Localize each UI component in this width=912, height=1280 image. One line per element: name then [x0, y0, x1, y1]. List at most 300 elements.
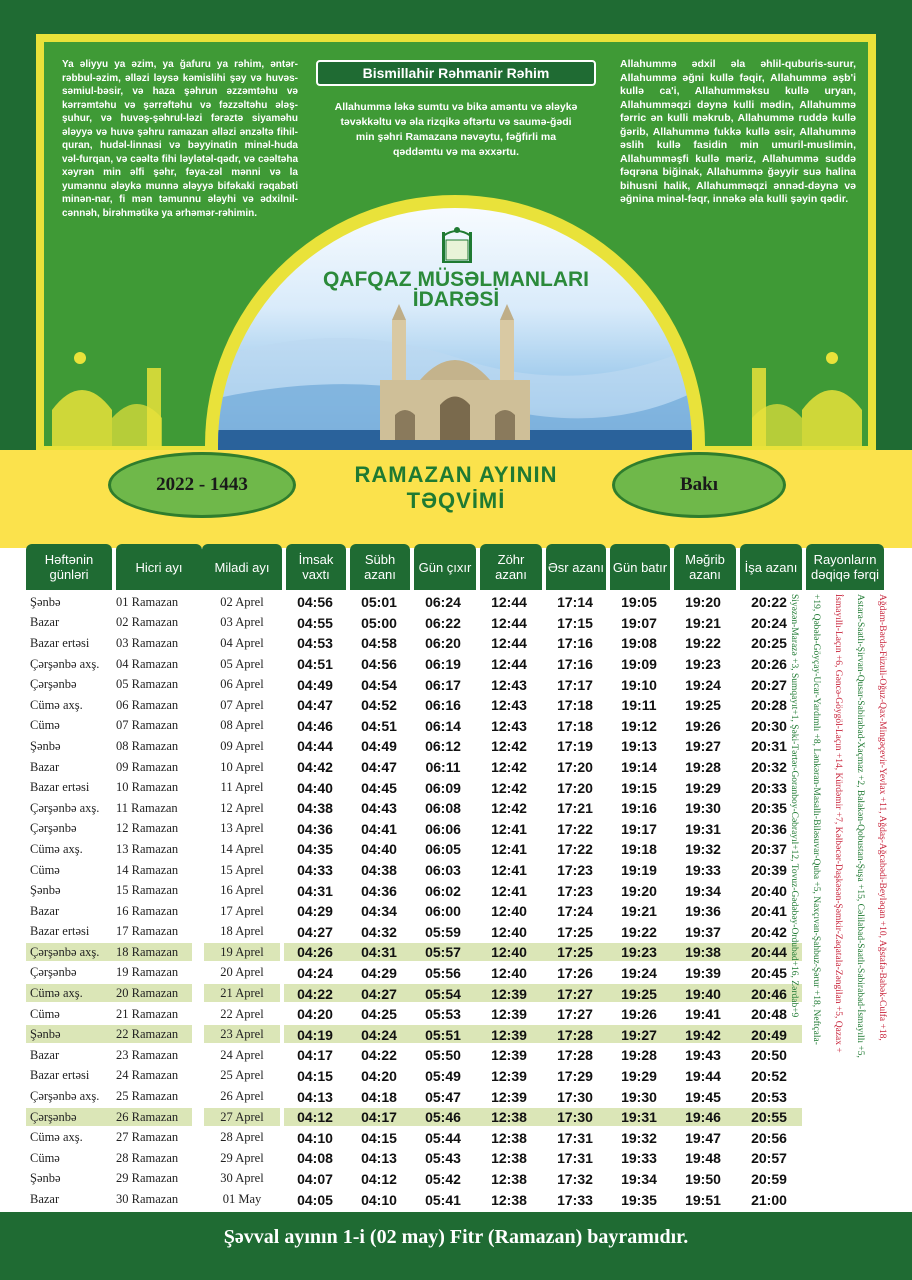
row-zohr: 12:42 — [491, 779, 527, 796]
row-hijri-date: 21 Ramazan — [116, 1006, 179, 1021]
row-gregorian-date: 27 Aprel — [220, 1109, 264, 1124]
row-weekday: Çərşənbə — [30, 965, 77, 980]
row-sunset: 19:29 — [621, 1067, 657, 1084]
row-imsak: 04:20 — [297, 1006, 333, 1023]
row-weekday: Çərşənbə — [30, 821, 77, 836]
row-hijri-date: 05 Ramazan — [116, 677, 179, 692]
row-sunset: 19:34 — [621, 1170, 657, 1187]
row-zohr: 12:39 — [491, 1067, 527, 1084]
row-hijri-date: 23 Ramazan — [116, 1047, 179, 1062]
row-asr: 17:28 — [557, 1047, 593, 1064]
row-weekday: Bazar ertəsi — [30, 780, 90, 795]
row-subh: 04:51 — [361, 717, 397, 734]
row-zohr: 12:40 — [491, 923, 527, 940]
row-sunrise: 06:24 — [425, 594, 461, 611]
row-sunset: 19:20 — [621, 882, 657, 899]
table-row — [26, 613, 884, 634]
header-region-diff: Rayonların dəqiqə fərqi — [806, 544, 884, 590]
row-subh: 04:36 — [361, 882, 397, 899]
row-sunrise: 06:00 — [425, 903, 461, 920]
row-asr: 17:21 — [557, 800, 593, 817]
row-gregorian-date: 15 Aprel — [220, 862, 264, 877]
row-sunrise: 06:03 — [425, 862, 461, 879]
row-hijri-date: 02 Ramazan — [116, 615, 179, 630]
row-asr: 17:28 — [557, 1026, 593, 1043]
row-zohr: 12:43 — [491, 676, 527, 693]
row-isha: 20:46 — [751, 985, 787, 1002]
row-weekday: Cümə axş. — [30, 841, 83, 856]
row-isha: 20:48 — [751, 1006, 787, 1023]
footer-text: Şəvval ayının 1-i (02 may) Fitr (Ramazan) bayramıdır. — [223, 1226, 689, 1248]
row-maghrib: 19:32 — [685, 841, 721, 858]
table-header — [26, 544, 884, 590]
row-sunrise: 05:56 — [425, 964, 461, 981]
row-weekday: Cümə axş. — [30, 697, 83, 712]
row-isha: 20:31 — [751, 738, 787, 755]
table-row — [26, 1148, 884, 1169]
row-sunset: 19:10 — [621, 676, 657, 693]
row-sunrise: 05:41 — [425, 1191, 461, 1208]
row-maghrib: 19:31 — [685, 820, 721, 837]
row-zohr: 12:44 — [491, 656, 527, 673]
table-row — [26, 1189, 884, 1210]
row-weekday: Cümə — [30, 718, 60, 733]
row-isha: 20:44 — [751, 944, 787, 961]
row-imsak: 04:35 — [297, 841, 333, 858]
row-weekday: Çərşənbə axş. — [30, 656, 100, 671]
row-isha: 20:26 — [751, 656, 787, 673]
row-hijri-date: 17 Ramazan — [116, 924, 179, 939]
row-sunrise: 06:02 — [425, 882, 461, 899]
row-isha: 20:36 — [751, 820, 787, 837]
row-gregorian-date: 28 Aprel — [220, 1130, 264, 1145]
row-gregorian-date: 10 Aprel — [220, 759, 264, 774]
row-sunset: 19:32 — [621, 1129, 657, 1146]
row-maghrib: 19:40 — [685, 985, 721, 1002]
row-isha: 20:50 — [751, 1047, 787, 1064]
row-sunrise: 06:06 — [425, 820, 461, 837]
table-row — [26, 1086, 884, 1107]
row-weekday: Bazar ertəsi — [30, 924, 90, 939]
row-imsak: 04:33 — [297, 862, 333, 879]
row-isha: 20:30 — [751, 717, 787, 734]
row-isha: 20:55 — [751, 1109, 787, 1126]
row-asr: 17:29 — [557, 1067, 593, 1084]
row-zohr: 12:43 — [491, 697, 527, 714]
region-text-col-4: +19, Qəbələ-Göyçay-Ucar-Yardımlı +8, Lənkəran-Masallı-Biləsuvar-Quba +5, Naxçıvan-Şahbuz-Şərur +18, Neftçala- — [811, 594, 821, 1045]
row-imsak: 04:17 — [297, 1047, 333, 1064]
row-maghrib: 19:21 — [685, 614, 721, 631]
row-zohr: 12:41 — [491, 841, 527, 858]
row-asr: 17:25 — [557, 944, 593, 961]
row-isha: 20:33 — [751, 779, 787, 796]
row-hijri-date: 16 Ramazan — [116, 903, 179, 918]
row-hijri-date: 29 Ramazan — [116, 1171, 179, 1186]
table-row — [26, 839, 884, 860]
row-isha: 20:35 — [751, 800, 787, 817]
row-hijri-date: 18 Ramazan — [116, 944, 179, 959]
row-maghrib: 19:22 — [685, 635, 721, 652]
row-isha: 20:42 — [751, 923, 787, 940]
row-gregorian-date: 25 Aprel — [220, 1068, 264, 1083]
row-sunrise: 05:46 — [425, 1109, 461, 1126]
row-imsak: 04:27 — [297, 923, 333, 940]
table-row — [26, 1169, 884, 1190]
row-sunset: 19:13 — [621, 738, 657, 755]
row-zohr: 12:44 — [491, 614, 527, 631]
row-weekday: Çərşənbə axş. — [30, 1089, 100, 1104]
row-imsak: 04:15 — [297, 1067, 333, 1084]
row-sunset: 19:12 — [621, 717, 657, 734]
row-sunset: 19:25 — [621, 985, 657, 1002]
region-text-col-5: Siyəzən-Marazə +3, Sumqayıt+1, Şəki-Tərtər-Goranboy-Cəbrayıl+12, Tovuz-Gədəbəy-Ordubad+16, Zərdab+9 — [789, 594, 799, 1018]
row-gregorian-date: 22 Aprel — [220, 1006, 264, 1021]
table-row — [26, 633, 884, 654]
row-imsak: 04:47 — [297, 697, 333, 714]
row-sunrise: 06:08 — [425, 800, 461, 817]
row-weekday: Çərşənbə axş. — [30, 944, 100, 959]
mosque-illustration — [350, 300, 560, 450]
title-line-1: RAMAZAN AYININ — [354, 462, 558, 487]
row-imsak: 04:08 — [297, 1150, 333, 1167]
row-subh: 04:24 — [361, 1026, 397, 1043]
organization-logo-icon — [440, 222, 474, 264]
row-imsak: 04:07 — [297, 1170, 333, 1187]
table-row — [26, 880, 884, 901]
header-asr: Əsr azanı — [546, 544, 606, 590]
row-zohr: 12:38 — [491, 1150, 527, 1167]
bismillah-label: Bismillahir Rəhmanir Rəhim — [316, 60, 596, 86]
table-row — [26, 736, 884, 757]
row-subh: 04:34 — [361, 903, 397, 920]
row-asr: 17:26 — [557, 964, 593, 981]
row-isha: 20:27 — [751, 676, 787, 693]
row-sunrise: 06:16 — [425, 697, 461, 714]
row-zohr: 12:38 — [491, 1129, 527, 1146]
row-gregorian-date: 23 Aprel — [220, 1027, 264, 1042]
row-zohr: 12:38 — [491, 1109, 527, 1126]
row-sunrise: 06:20 — [425, 635, 461, 652]
row-imsak: 04:36 — [297, 820, 333, 837]
row-hijri-date: 09 Ramazan — [116, 759, 179, 774]
table-row — [26, 1066, 884, 1087]
row-gregorian-date: 03 Aprel — [220, 615, 264, 630]
row-hijri-date: 15 Ramazan — [116, 883, 179, 898]
row-zohr: 12:41 — [491, 882, 527, 899]
table-row — [26, 819, 884, 840]
row-sunrise: 05:44 — [425, 1129, 461, 1146]
header-maghrib: Məğrib azanı — [674, 544, 736, 590]
row-asr: 17:23 — [557, 882, 593, 899]
row-isha: 20:22 — [751, 594, 787, 611]
table-row — [26, 757, 884, 778]
title-line-2: TƏQVİMİ — [406, 488, 506, 513]
row-isha: 20:40 — [751, 882, 787, 899]
row-subh: 04:41 — [361, 820, 397, 837]
row-gregorian-date: 21 Aprel — [220, 986, 264, 1001]
table-row — [26, 942, 884, 963]
row-sunrise: 06:22 — [425, 614, 461, 631]
row-isha: 20:24 — [751, 614, 787, 631]
row-zohr: 12:38 — [491, 1170, 527, 1187]
table-row — [26, 654, 884, 675]
row-sunrise: 05:51 — [425, 1026, 461, 1043]
row-subh: 04:49 — [361, 738, 397, 755]
row-sunset: 19:30 — [621, 1088, 657, 1105]
row-gregorian-date: 26 Aprel — [220, 1089, 264, 1104]
row-zohr: 12:42 — [491, 800, 527, 817]
row-asr: 17:25 — [557, 923, 593, 940]
row-asr: 17:30 — [557, 1109, 593, 1126]
row-zohr: 12:39 — [491, 985, 527, 1002]
row-subh: 04:45 — [361, 779, 397, 796]
row-gregorian-date: 20 Aprel — [220, 965, 264, 980]
table-row — [26, 695, 884, 716]
row-weekday: Şənbə — [30, 1171, 61, 1186]
row-subh: 04:43 — [361, 800, 397, 817]
row-maghrib: 19:33 — [685, 862, 721, 879]
row-hijri-date: 22 Ramazan — [116, 1027, 179, 1042]
table-row — [26, 592, 884, 613]
row-sunset: 19:31 — [621, 1109, 657, 1126]
row-sunrise: 05:54 — [425, 985, 461, 1002]
year-oval: 2022 - 1443 — [108, 452, 296, 518]
row-asr: 17:18 — [557, 697, 593, 714]
row-subh: 04:31 — [361, 944, 397, 961]
row-asr: 17:22 — [557, 820, 593, 837]
row-maghrib: 19:34 — [685, 882, 721, 899]
row-sunrise: 05:53 — [425, 1006, 461, 1023]
table-row — [26, 716, 884, 737]
row-maghrib: 19:24 — [685, 676, 721, 693]
row-maghrib: 19:37 — [685, 923, 721, 940]
region-differences — [780, 594, 890, 1206]
row-imsak: 04:44 — [297, 738, 333, 755]
row-weekday: Bazar ertəsi — [30, 635, 90, 650]
row-hijri-date: 19 Ramazan — [116, 965, 179, 980]
row-imsak: 04:49 — [297, 676, 333, 693]
prayer-right-text: Allahummə ədxil əla əhlil-quburis-surur, Allahummə əğni kullə fəqir, Allahummə əşb'i kullə ca'i, Allahumməksu kullə uryan, Allahumməqzi dəynə kulli mədin, Allahummə fərric ən kulli məkrub, Allahummə ruddə kullə ğərib, Allahummə fukkə kullə əsir, Allahummə əslih kullə fasidin min umuril-muslimin, Allahumməşfi kullə məriz, Allahummə suddə fəqrəna biğinak, Allahummə ğəyyir suə halina bihusni halik, Allahumməqzi ənnəd-dəynə və əğnina minəl-fəqr, innəkə əla kulli şəyin qədir. — [620, 58, 856, 205]
row-asr: 17:14 — [557, 594, 593, 611]
row-zohr: 12:44 — [491, 594, 527, 611]
row-maghrib: 19:39 — [685, 964, 721, 981]
row-sunset: 19:24 — [621, 964, 657, 981]
row-subh: 04:52 — [361, 697, 397, 714]
row-sunrise: 06:14 — [425, 717, 461, 734]
row-sunrise: 05:47 — [425, 1088, 461, 1105]
row-subh: 04:56 — [361, 656, 397, 673]
row-weekday: Çərşənbə — [30, 1109, 77, 1124]
row-hijri-date: 20 Ramazan — [116, 986, 179, 1001]
row-weekday: Şənbə — [30, 1027, 61, 1042]
row-subh: 04:25 — [361, 1006, 397, 1023]
row-gregorian-date: 01 May — [222, 1192, 262, 1207]
row-maghrib: 19:38 — [685, 944, 721, 961]
row-gregorian-date: 05 Aprel — [220, 656, 264, 671]
row-subh: 04:20 — [361, 1067, 397, 1084]
row-maghrib: 19:25 — [685, 697, 721, 714]
row-isha: 20:49 — [751, 1026, 787, 1043]
row-sunrise: 06:17 — [425, 676, 461, 693]
row-subh: 04:54 — [361, 676, 397, 693]
row-gregorian-date: 19 Aprel — [220, 944, 264, 959]
header-gregorian: Miladi ayı — [202, 544, 282, 590]
row-asr: 17:31 — [557, 1129, 593, 1146]
row-subh: 04:15 — [361, 1129, 397, 1146]
row-imsak: 04:38 — [297, 800, 333, 817]
row-imsak: 04:22 — [297, 985, 333, 1002]
row-isha: 20:57 — [751, 1150, 787, 1167]
row-isha: 20:45 — [751, 964, 787, 981]
row-subh: 05:00 — [361, 614, 397, 631]
row-isha: 20:37 — [751, 841, 787, 858]
row-zohr: 12:40 — [491, 964, 527, 981]
row-imsak: 04:12 — [297, 1109, 333, 1126]
row-weekday: Şənbə — [30, 738, 61, 753]
row-maghrib: 19:42 — [685, 1026, 721, 1043]
row-hijri-date: 11 Ramazan — [116, 800, 178, 815]
city-oval: Bakı — [612, 452, 786, 518]
row-sunset: 19:17 — [621, 820, 657, 837]
row-hijri-date: 07 Ramazan — [116, 718, 179, 733]
row-maghrib: 19:43 — [685, 1047, 721, 1064]
row-hijri-date: 30 Ramazan — [116, 1192, 179, 1207]
row-maghrib: 19:26 — [685, 717, 721, 734]
row-maghrib: 19:27 — [685, 738, 721, 755]
row-sunrise: 06:05 — [425, 841, 461, 858]
region-text-col-3: İsmayıllı-Laçın +6, Gəncə-Göygöl-Laçın +14, Kürdəmir +7, Kəlbəcər-Daşkəsən-Şəmkir-Zaqatala-Zəngilan +5, Qazax + — [833, 594, 843, 1053]
row-zohr: 12:42 — [491, 738, 527, 755]
row-isha: 20:32 — [751, 759, 787, 776]
row-asr: 17:22 — [557, 841, 593, 858]
row-sunset: 19:05 — [621, 594, 657, 611]
dome-silhouette-left — [52, 340, 202, 450]
row-maghrib: 19:29 — [685, 779, 721, 796]
row-isha: 20:52 — [751, 1067, 787, 1084]
row-gregorian-date: 24 Aprel — [220, 1047, 264, 1062]
organization-name: QAFQAZ MÜSƏLMANLARI İDARƏSİ — [322, 268, 590, 311]
row-imsak: 04:46 — [297, 717, 333, 734]
row-subh: 04:29 — [361, 964, 397, 981]
row-zohr: 12:39 — [491, 1088, 527, 1105]
row-asr: 17:27 — [557, 985, 593, 1002]
row-imsak: 04:56 — [297, 594, 333, 611]
row-weekday: Bazar — [30, 1192, 60, 1207]
row-hijri-date: 10 Ramazan — [116, 780, 179, 795]
row-hijri-date: 12 Ramazan — [116, 821, 179, 836]
row-sunset: 19:21 — [621, 903, 657, 920]
header-hijri: Hicri ayı — [116, 544, 202, 590]
table-row — [26, 922, 884, 943]
row-zohr: 12:41 — [491, 820, 527, 837]
row-subh: 04:38 — [361, 862, 397, 879]
row-sunrise: 06:19 — [425, 656, 461, 673]
row-zohr: 12:43 — [491, 717, 527, 734]
row-sunrise: 05:43 — [425, 1150, 461, 1167]
row-subh: 04:22 — [361, 1047, 397, 1064]
row-subh: 04:32 — [361, 923, 397, 940]
row-zohr: 12:42 — [491, 759, 527, 776]
row-hijri-date: 24 Ramazan — [116, 1068, 179, 1083]
row-zohr: 12:38 — [491, 1191, 527, 1208]
row-subh: 04:10 — [361, 1191, 397, 1208]
table-body — [26, 592, 884, 1210]
table-row — [26, 1107, 884, 1128]
row-asr: 17:20 — [557, 759, 593, 776]
row-weekday: Bazar — [30, 1047, 60, 1062]
row-gregorian-date: 08 Aprel — [220, 718, 264, 733]
row-isha: 21:00 — [751, 1191, 787, 1208]
header-isha: İşa azanı — [740, 544, 802, 590]
table-row — [26, 777, 884, 798]
row-isha: 20:53 — [751, 1088, 787, 1105]
row-asr: 17:18 — [557, 717, 593, 734]
row-weekday: Bazar — [30, 759, 60, 774]
row-maghrib: 19:50 — [685, 1170, 721, 1187]
row-maghrib: 19:51 — [685, 1191, 721, 1208]
table-row — [26, 1045, 884, 1066]
row-maghrib: 19:20 — [685, 594, 721, 611]
row-asr: 17:17 — [557, 676, 593, 693]
row-subh: 04:47 — [361, 759, 397, 776]
row-asr: 17:16 — [557, 656, 593, 673]
row-sunset: 19:14 — [621, 759, 657, 776]
header-imsak: İmsak vaxtı — [286, 544, 346, 590]
row-asr: 17:32 — [557, 1170, 593, 1187]
row-subh: 04:18 — [361, 1088, 397, 1105]
row-subh: 04:27 — [361, 985, 397, 1002]
row-maghrib: 19:44 — [685, 1067, 721, 1084]
row-hijri-date: 04 Ramazan — [116, 656, 179, 671]
table-row — [26, 674, 884, 695]
row-weekday: Cümə axş. — [30, 1130, 83, 1145]
row-hijri-date: 25 Ramazan — [116, 1089, 179, 1104]
table-row — [26, 983, 884, 1004]
row-maghrib: 19:30 — [685, 800, 721, 817]
row-hijri-date: 01 Ramazan — [116, 594, 179, 609]
prayer-center-text: Allahummə ləkə sumtu və bikə aməntu və ələykə təvəkkəltu və əla rizqikə əftərtu və saumə-ğədi min şəhri Ramazanə nəvəytu, fəğfirli ma qəddəmtu və ma əxxərtu. — [334, 101, 578, 158]
row-sunset: 19:26 — [621, 1006, 657, 1023]
row-imsak: 04:24 — [297, 964, 333, 981]
row-imsak: 04:10 — [297, 1129, 333, 1146]
row-hijri-date: 08 Ramazan — [116, 738, 179, 753]
row-imsak: 04:55 — [297, 614, 333, 631]
row-subh: 04:12 — [361, 1170, 397, 1187]
row-isha: 20:41 — [751, 903, 787, 920]
row-gregorian-date: 11 Aprel — [220, 780, 264, 795]
row-asr: 17:24 — [557, 903, 593, 920]
row-subh: 04:13 — [361, 1150, 397, 1167]
row-gregorian-date: 17 Aprel — [220, 903, 264, 918]
row-maghrib: 19:46 — [685, 1109, 721, 1126]
row-hijri-date: 03 Ramazan — [116, 635, 179, 650]
table-row — [26, 798, 884, 819]
row-maghrib: 19:36 — [685, 903, 721, 920]
header-weekday: Həftənin günləri — [26, 544, 112, 590]
row-sunset: 19:28 — [621, 1047, 657, 1064]
row-asr: 17:20 — [557, 779, 593, 796]
row-sunset: 19:18 — [621, 841, 657, 858]
row-gregorian-date: 04 Aprel — [220, 635, 264, 650]
table-row — [26, 1024, 884, 1045]
row-asr: 17:31 — [557, 1150, 593, 1167]
row-imsak: 04:53 — [297, 635, 333, 652]
row-imsak: 04:31 — [297, 882, 333, 899]
row-imsak: 04:40 — [297, 779, 333, 796]
row-weekday: Bazar — [30, 903, 60, 918]
row-gregorian-date: 16 Aprel — [220, 883, 264, 898]
row-asr: 17:15 — [557, 614, 593, 631]
